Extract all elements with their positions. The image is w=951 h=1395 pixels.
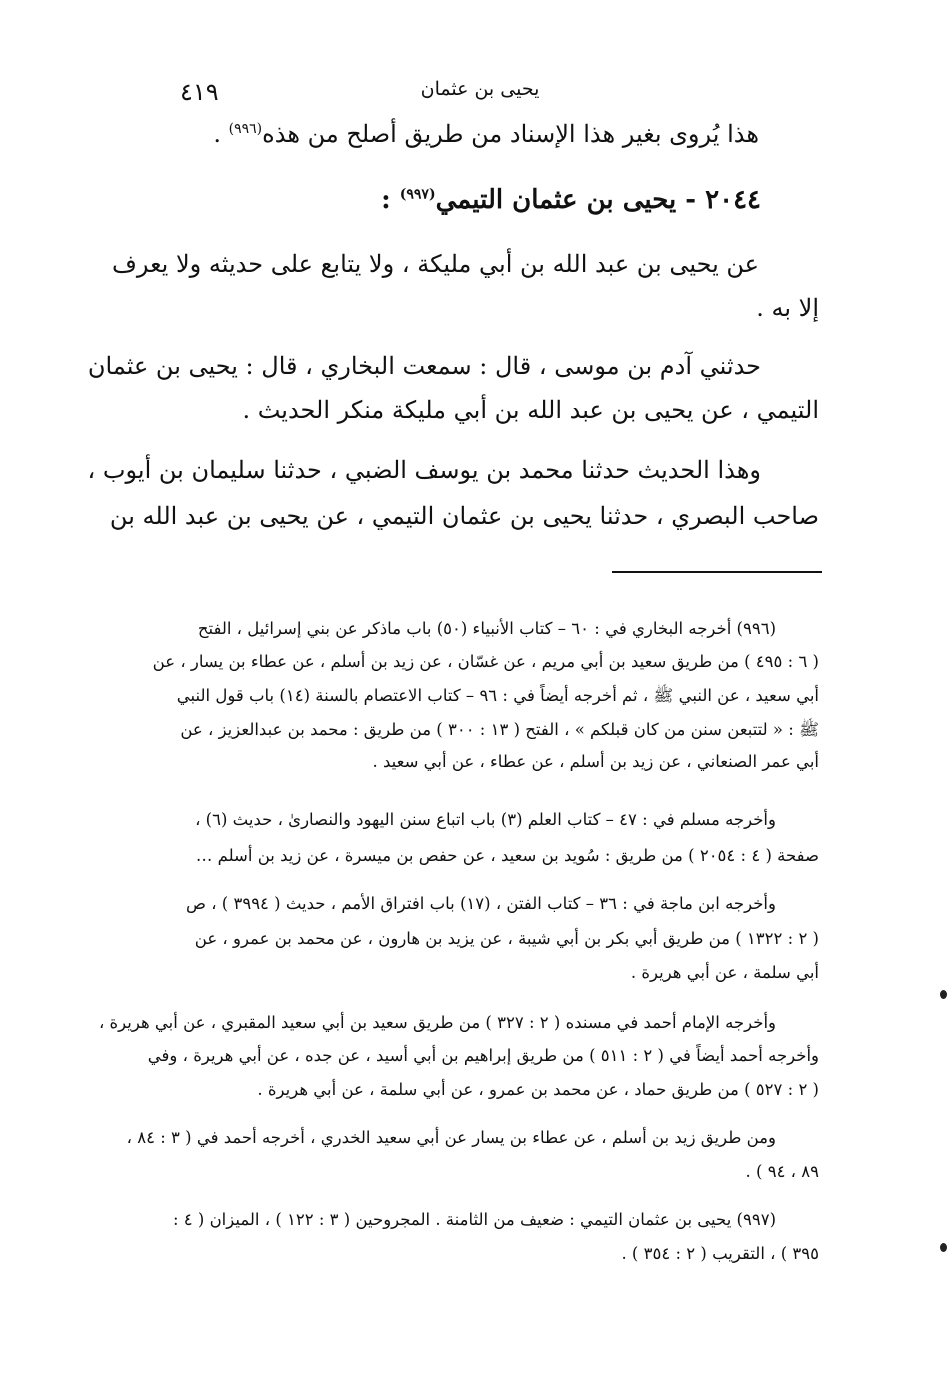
scan-speck [940,1243,947,1252]
continuation-tail: . [213,120,229,148]
scan-speck [940,990,947,999]
entry-name: يحيى بن عثمان التيمي [435,185,677,215]
footnote-996-line-2: ( ٦ : ٤٩٥ ) من طريق سعيد بن أبي مريم ، عن غسّان ، عن زيد بن أسلم ، عن عطاء بن يسار ، عن [152,652,819,671]
body-line-5: وهذا الحديث حدثنا محمد بن يوسف الضبي ، حدثنا سليمان بن أيوب ، [87,456,761,484]
footnote-ref-996: (٩٩٦) [228,121,263,137]
footnote-996-line-3: أبي سعيد ، عن النبي ﷺ ، ثم أخرجه أيضاً في : ٩٦ – كتاب الاعتصام بالسنة (١٤) باب قول النبي [176,686,819,705]
footnote-muslim-line-2: صفحة ( ٤ : ٢٠٥٤ ) من طريق : سُويد بن سعيد ، عن حفص بن ميسرة ، عن زيد بن أسلم … [195,846,819,865]
page-number: ٤١٩ [180,78,219,106]
footnote-zayd-line-1: ومن طريق زيد بن أسلم ، عن عطاء بن يسار عن أبي سعيد الخدري ، أخرجه أحمد في ( ٣ : ٨٤ ، [126,1128,776,1147]
entry-colon: : [381,185,400,215]
body-line-2: إلا به . [756,294,819,322]
footnote-muslim-line-1: وأخرجه مسلم في : ٤٧ – كتاب العلم (٣) باب اتباع سنن اليهود والنصارىٰ ، حديث (٦) ، [195,810,776,829]
footnote-ref-997: (٩٩٧) [399,186,436,203]
footnote-ibnmajah-line-2: ( ٢ : ١٣٢٢ ) من طريق أبي بكر بن أبي شيبة ، عن يزيد بن هارون ، عن محمد بن عمرو ، عن [194,929,819,948]
footnote-separator [612,571,822,573]
footnote-zayd-line-2: ٨٩ ، ٩٤ ) . [745,1162,819,1181]
footnote-997-line-2: ٣٩٥ ) ، التقريب ( ٢ : ٣٥٤ ) . [621,1244,819,1263]
entry-number: ٢٠٤٤ [705,185,761,215]
footnote-ahmad-line-1: وأخرجه الإمام أحمد في مسنده ( ٢ : ٣٢٧ ) من طريق سعيد بن أبي سعيد المقبري ، عن أبي هريرة ، [98,1013,776,1032]
entry-dash: - [676,185,706,215]
body-line-4: التيمي ، عن يحيى بن عبد الله بن أبي مليكة منكر الحديث . [242,396,819,424]
body-line-1: عن يحيى بن عبد الله بن أبي مليكة ، ولا يتابع على حديثه ولا يعرف [111,250,759,278]
running-title: يحيى بن عثمان [420,78,540,100]
body-line-6: صاحب البصري ، حدثنا يحيى بن عثمان التيمي ، عن يحيى بن عبد الله بن [109,502,819,530]
entry-heading [121,175,761,225]
footnote-ahmad-line-2: وأخرجه أحمد أيضاً في ( ٢ : ٥١١ ) من طريق إبراهيم بن أبي أسيد ، عن جده ، عن أبي هريرة ، وفي [147,1046,819,1065]
footnote-ibnmajah-line-1: وأخرجه ابن ماجة في : ٣٦ – كتاب الفتن ، (١٧) باب افتراق الأمم ، حديث ( ٣٩٩٤ ) ، ص [186,894,776,913]
continuation-text: هذا يُروى بغير هذا الإسناد من طريق أصلح من هذه [262,120,759,148]
footnote-996-line-1: (٩٩٦) أخرجه البخاري في : ٦٠ – كتاب الأنبياء (٥٠) باب ماذكر عن بني إسرائيل ، الفتح [197,619,776,638]
footnote-997-line-1: (٩٩٧) يحيى بن عثمان التيمي : ضعيف من الثامنة . المجروحين ( ٣ : ١٢٢ ) ، الميزان ( ٤ : [172,1210,776,1229]
footnote-ahmad-line-3: ( ٢ : ٥٢٧ ) من طريق حماد ، عن محمد بن عمرو ، عن أبي سلمة ، عن أبي هريرة . [257,1080,819,1099]
footnote-ibnmajah-line-3: أبي سلمة ، عن أبي هريرة . [630,963,819,982]
footnote-996-line-5: أبي عمر الصنعاني ، عن زيد بن أسلم ، عن عطاء ، عن أبي سعيد . [372,752,819,771]
body-line-3: حدثني آدم بن موسى ، قال : سمعت البخاري ، قال : يحيى بن عثمان [87,352,761,380]
continuation-line [119,108,759,160]
footnote-996-line-4: ﷺ : « لتتبعن سنن من كان قبلكم » ، الفتح ( ١٣ : ٣٠٠ ) من طريق : محمد بن عبدالعزيز ، عن [180,720,819,739]
